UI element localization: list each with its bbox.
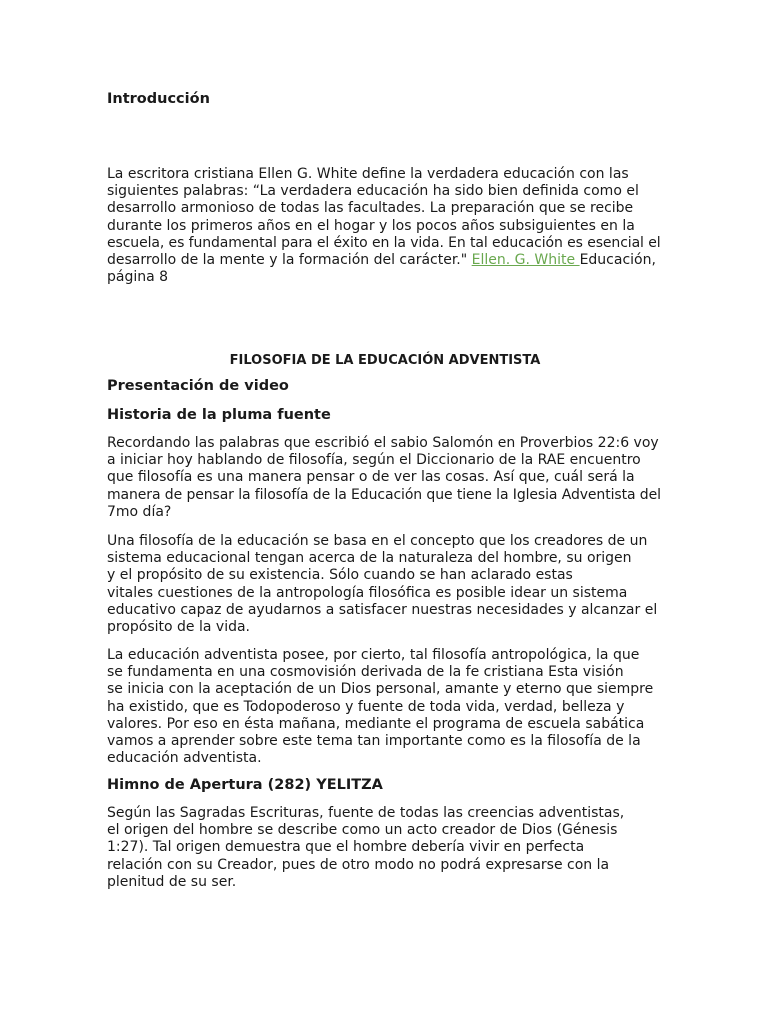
paragraph-line: vitales cuestiones de la antropología filosófica es posible idear un sistema	[107, 584, 628, 601]
paragraph-line: ha existido, que es Todopoderoso y fuente de toda vida, verdad, belleza y	[107, 698, 625, 715]
paragraph-line: a iniciar hoy hablando de filosofía, según el Diccionario de la RAE encuentro	[107, 452, 641, 469]
intro-line: siguientes palabras: “La verdadera educación ha sido bien definida como el	[107, 183, 639, 200]
paragraph-line: Recordando las palabras que escribió el sabio Salomón en Proverbios 22:6 voy	[107, 435, 659, 451]
intro-line: durante los primeros años en el hogar y los pocos años subsiguientes en la	[107, 217, 635, 234]
intro-line-prefix: desarrollo de la mente y la formación del carácter."	[107, 252, 472, 269]
intro-heading: Introducción	[107, 91, 210, 107]
paragraph-line: el origen del hombre se describe como un acto creador de Dios (Génesis	[107, 822, 618, 839]
paragraph-line: plenitud de su ser.	[107, 873, 237, 890]
paragraph-line: 1:27). Tal origen demuestra que el hombre debería vivir en perfecta	[107, 839, 585, 856]
paragraph-philosophy	[107, 533, 663, 636]
paragraph-adventist-education	[107, 647, 663, 767]
paragraph-scriptures	[107, 805, 663, 891]
paragraph-line: y el propósito de su existencia. Sólo cuando se han aclarado estas	[107, 567, 573, 584]
paragraph-line: La educación adventista posee, por cierto, tal filosofía antropológica, la que	[107, 647, 640, 663]
intro-line: escuela, es fundamental para el éxito en la vida. En tal educación es esencial el	[107, 234, 661, 251]
intro-paragraph	[107, 166, 663, 286]
intro-line: La escritora cristiana Ellen G. White define la verdadera educación con las	[107, 166, 629, 182]
ellen-white-link[interactable]: Ellen. G. White	[471, 252, 580, 269]
paragraph-line: Una filosofía de la educación se basa en el concepto que los creadores de un	[107, 533, 648, 549]
section-title: FILOSOFIA DE LA EDUCACIÓN ADVENTISTA	[229, 353, 541, 368]
story-heading: Historia de la pluma fuente	[107, 407, 331, 423]
paragraph-line: se fundamenta en una cosmovisión derivada de la fe cristiana Esta visión	[107, 664, 624, 681]
paragraph-line: educativo capaz de ayudarnos a satisfacer nuestras necesidades y alcanzar el	[107, 601, 658, 618]
paragraph-line: sistema educacional tengan acerca de la naturaleza del hombre, su origen	[107, 550, 632, 567]
intro-line	[107, 252, 663, 269]
paragraph-proverbs	[107, 435, 663, 521]
intro-line-suffix: Educación,	[579, 252, 656, 269]
intro-line: desarrollo armonioso de todas las facultades. La preparación que se recibe	[107, 200, 634, 217]
paragraph-line: propósito de la vida.	[107, 619, 251, 636]
paragraph-line: vamos a aprender sobre este tema tan importante como es la filosofía de la	[107, 733, 641, 750]
paragraph-line: educación adventista.	[107, 750, 262, 767]
paragraph-line: que filosofía es una manera pensar o de ver las cosas. Así que, cuál será la	[107, 469, 635, 486]
hymn-heading: Himno de Apertura (282) YELITZA	[107, 777, 383, 793]
paragraph-line: relación con su Creador, pues de otro modo no podrá expresarse con la	[107, 856, 610, 873]
paragraph-line: Según las Sagradas Escrituras, fuente de todas las creencias adventistas,	[107, 805, 625, 821]
paragraph-line: 7mo día?	[107, 503, 172, 520]
intro-line: página 8	[107, 269, 169, 286]
paragraph-line: se inicia con la aceptación de un Dios personal, amante y eterno que siempre	[107, 681, 654, 698]
paragraph-line: manera de pensar la filosofía de la Educación que tiene la Iglesia Adventista del	[107, 486, 661, 503]
paragraph-line: valores. Por eso en ésta mañana, mediante el programa de escuela sabática	[107, 715, 645, 732]
video-heading: Presentación de video	[107, 378, 289, 394]
